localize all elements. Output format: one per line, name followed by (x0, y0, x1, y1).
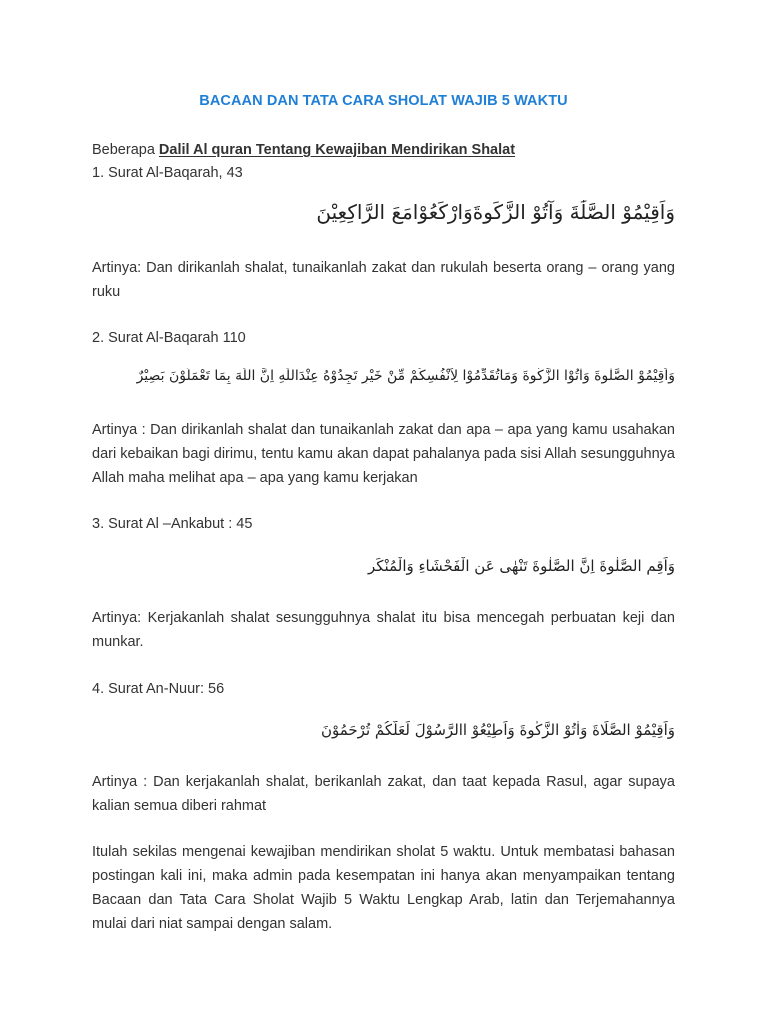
section-heading-1: 1. Surat Al-Baqarah, 43 (92, 165, 243, 181)
translation-2: Artinya : Dan dirikanlah shalat dan tunaikanlah zakat dan apa – apa yang kamu usahakan dari kebaikan bagi dirimu, tentu kamu akan dapat pahalanya pada sisi Allah sesungguhnya Allah maha melihat apa – apa yang kamu kerjakan (92, 422, 675, 486)
translation-4: Artinya : Dan kerjakanlah shalat, berikanlah zakat, dan taat kepada Rasul, agar supaya kalian semua diberi rahmat (92, 774, 675, 814)
arabic-verse-3: وَاَقِمِ الصَّلٰوةَ اِنَّ الصَّلٰوةَ تَنْهٰى عَنِ الْفَحْشَاءِ وَالْمُنْكَرِ (367, 557, 675, 575)
arabic-verse-2: وَاَقِيْمُوْ الصَّلٰوةَ وَاٰتُوْا الزَّكٰوةَ وَمَاتُقَدِّمُوْا لِاَنْفُسِكُمْ مِّنْ خَيْرٍ تَجِدُوْهُ عِنْدَاللّٰهِ اِنَّ اللّٰهَ بِمَا تَعْمَلُوْنَ بَصِيْرٌ (136, 368, 675, 384)
arabic-verse-1: وَاَقِيْمُوْ الصَّلَٰةَ وَآتُوْ الزَّكَوةَوَارْكَعُوْامَعَ الرَّاكِعِيْنَ (316, 200, 675, 224)
section-heading-3: 3. Surat Al –Ankabut : 45 (92, 516, 253, 532)
translation-3: Artinya: Kerjakanlah shalat sesungguhnya shalat itu bisa mencegah perbuatan keji dan munkar. (92, 610, 675, 650)
intro-paragraph (92, 138, 675, 162)
document-title: BACAAN DAN TATA CARA SHOLAT WAJIB 5 WAKTU (199, 93, 568, 109)
section-heading-4: 4. Surat An-Nuur: 56 (92, 681, 225, 697)
closing-paragraph: Itulah sekilas mengenai kewajiban mendirikan sholat 5 waktu. Untuk membatasi bahasan postingan kali ini, maka admin pada kesempatan ini hanya akan menyampaikan tentang Bacaan dan Tata Cara Sholat Wajib 5 Waktu Lengkap Arab, latin dan Terjemahannya mulai dari niat sampai dengan salam. (92, 844, 675, 932)
intro-prefix: Beberapa (92, 142, 159, 158)
dalil-link[interactable]: Dalil Al quran Tentang Kewajiban Mendirikan Shalat (158, 142, 516, 158)
section-heading-2: 2. Surat Al-Baqarah 110 (92, 330, 246, 346)
translation-1: Artinya: Dan dirikanlah shalat, tunaikanlah zakat dan rukulah beserta orang – orang yang ruku (92, 260, 675, 300)
arabic-verse-4: وَاَقِيْمُوْ الصَّلَاةَ وَاٰتُوْ الزَّكٰوةَ وَاَطِيْعُوْ االرَّسُوْلَ لَعَلَّكُمْ تُرْحَمُوْنَ (320, 721, 675, 739)
